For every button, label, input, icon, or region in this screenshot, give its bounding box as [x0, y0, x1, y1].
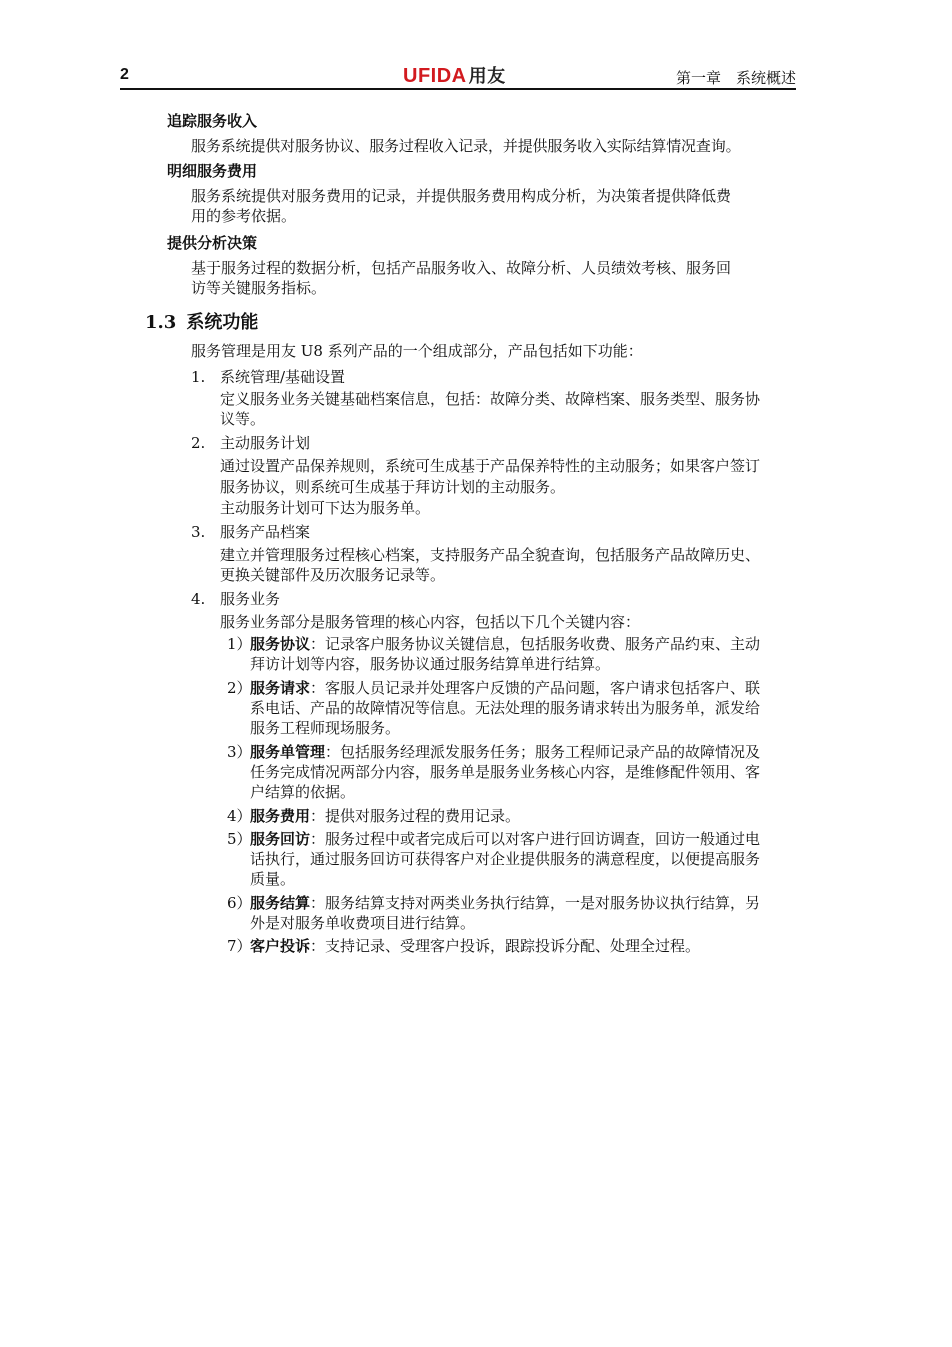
list-item-line: 服务协议，则系统可生成基于拜访计划的主动服务。: [220, 478, 566, 496]
sub-item-text: 支持记录、受理客户投诉，跟踪投诉分配、处理全过程。: [325, 937, 701, 955]
sub-item-text: 包括服务经理派发服务任务；服务工程师记录产品的故障情况及: [340, 743, 761, 761]
ufida-logo: [403, 62, 506, 88]
heading-detail-cost: 明细服务费用: [167, 162, 258, 180]
list-item-line: 议等。: [220, 410, 266, 428]
sub-item-index: 3）: [227, 743, 252, 761]
term-separator: ：: [310, 679, 326, 697]
sub-item-term: 服务回访: [250, 830, 311, 848]
paragraph-line: 用的参考依据。: [191, 207, 297, 225]
term-separator: ：: [310, 894, 326, 912]
list-item-line: 服务业务部分是服务管理的核心内容，包括以下几个关键内容：: [220, 613, 641, 631]
heading-track-income: 追踪服务收入: [167, 112, 258, 130]
sub-item-term: 服务费用: [250, 807, 311, 825]
sub-item-line: 拜访计划等内容，服务协议通过服务结算单进行结算。: [250, 655, 611, 673]
list-item-line: 定义服务业务关键基础档案信息，包括：故障分类、故障档案、服务类型、服务协: [220, 390, 761, 408]
sub-item-term: 服务协议: [250, 635, 311, 653]
sub-item-service-revisit: [227, 829, 795, 889]
sub-item-text: 服务结算支持对两类业务执行结算，一是对服务协议执行结算，另: [325, 894, 761, 912]
section-heading-1-3: [145, 312, 258, 334]
sub-item-text: 客服人员记录并处理客户反馈的产品问题，客户请求包括客户、联: [325, 679, 761, 697]
term-separator: ：: [310, 937, 326, 955]
sub-item-customer-complaint: [227, 936, 795, 956]
list-item-line: 建立并管理服务过程核心档案，支持服务产品全貌查询，包括服务产品故障历史、: [220, 546, 761, 564]
sub-item-term: 服务单管理: [250, 743, 326, 761]
list-item-number: 4.: [191, 590, 206, 608]
sub-item-text: 提供对服务过程的费用记录。: [325, 807, 521, 825]
sub-item-index: 4）: [227, 807, 252, 825]
sub-item-line: 任务完成情况两部分内容，服务单是服务业务核心内容，是维修配件领用、客: [250, 763, 761, 781]
list-item-line: 通过设置产品保养规则，系统可生成基于产品保养特性的主动服务；如果客户签订: [220, 457, 761, 475]
sub-item-text: 记录客户服务协议关键信息，包括服务收费、服务产品约束、主动: [325, 635, 761, 653]
sub-item-index: 7）: [227, 937, 252, 955]
sub-item-line: 系电话、产品的故障情况等信息。无法处理的服务请求转出为服务单，派发给: [250, 699, 761, 717]
sub-item-index: 1）: [227, 635, 252, 653]
section-number: 1.3: [145, 312, 177, 333]
sub-item-line: 服务工程师现场服务。: [250, 719, 401, 737]
sub-item-service-request: [227, 678, 795, 738]
sub-item-index: 6）: [227, 894, 252, 912]
list-item-number: 3.: [191, 523, 206, 541]
sub-item-term: 客户投诉: [250, 937, 311, 955]
sub-item-term: 服务结算: [250, 894, 311, 912]
list-item-line: 更换关键部件及历次服务记录等。: [220, 566, 446, 584]
term-separator: ：: [325, 743, 341, 761]
sub-item-index: 5）: [227, 830, 252, 848]
sub-item-term: 服务请求: [250, 679, 311, 697]
sub-item-index: 2）: [227, 679, 252, 697]
list-item-line: 主动服务计划可下达为服务单。: [220, 499, 431, 517]
list-item-title: 服务业务: [220, 590, 281, 608]
heading-analysis-decision: 提供分析决策: [167, 234, 258, 252]
sub-item-line: 户结算的依据。: [250, 783, 356, 801]
sub-item-service-cost: [227, 806, 795, 826]
sub-item-service-order: [227, 742, 795, 802]
section-intro: 服务管理是用友 U8 系列产品的一个组成部分，产品包括如下功能：: [191, 342, 643, 360]
paragraph-line: 访等关键服务指标。: [191, 279, 327, 297]
page-header: [120, 62, 796, 88]
sub-item-line: 质量。: [250, 870, 296, 888]
paragraph-line: 服务系统提供对服务协议、服务过程收入记录，并提供服务收入实际结算情况查询。: [191, 137, 741, 155]
term-separator: ：: [310, 807, 326, 825]
list-item-title: 主动服务计划: [220, 434, 311, 452]
list-item-number: 1.: [191, 368, 206, 386]
paragraph-line: 基于服务过程的数据分析，包括产品服务收入、故障分析、人员绩效考核、服务回: [191, 259, 732, 277]
list-item-number: 2.: [191, 434, 206, 452]
paragraph-line: 服务系统提供对服务费用的记录，并提供服务费用构成分析，为决策者提供降低费: [191, 187, 732, 205]
sub-item-line: 外是对服务单收费项目进行结算。: [250, 914, 476, 932]
section-title: 系统功能: [186, 312, 259, 333]
list-item-title: 系统管理/基础设置: [220, 368, 346, 386]
sub-item-service-settlement: [227, 893, 795, 933]
logo-text: UFIDA: [403, 65, 467, 87]
chapter-title: 第一章 系统概述: [675, 69, 796, 87]
sub-item-text: 服务过程中或者完成后可以对客户进行回访调查，回访一般通过电: [325, 830, 761, 848]
sub-item-service-agreement: [227, 634, 795, 674]
header-rule: [120, 88, 796, 90]
sub-item-line: 话执行，通过服务回访可获得客户对企业提供服务的满意程度，以便提高服务: [250, 850, 761, 868]
term-separator: ：: [310, 635, 326, 653]
term-separator: ：: [310, 830, 326, 848]
logo-cn: 用友: [468, 66, 506, 86]
list-item-title: 服务产品档案: [220, 523, 311, 541]
page-number: 2: [120, 66, 129, 83]
